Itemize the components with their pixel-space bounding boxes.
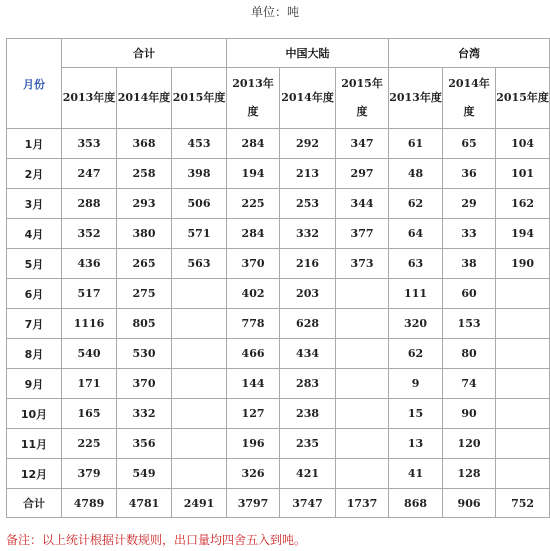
value-cell: 127	[227, 399, 280, 429]
row-label: 4月	[7, 219, 62, 249]
value-cell: 13	[389, 429, 443, 459]
value-cell	[496, 399, 550, 429]
value-cell: 293	[117, 189, 172, 219]
value-cell: 60	[443, 279, 496, 309]
value-cell: 344	[336, 189, 389, 219]
value-cell: 353	[62, 129, 117, 159]
value-cell: 265	[117, 249, 172, 279]
unit-label: 单位：吨	[250, 5, 299, 19]
value-cell: 292	[280, 129, 336, 159]
value-cell: 3747	[280, 489, 336, 518]
value-cell: 4781	[117, 489, 172, 518]
value-cell: 284	[227, 219, 280, 249]
value-cell: 171	[62, 369, 117, 399]
row-label: 6月	[7, 279, 62, 309]
value-cell: 2491	[172, 489, 227, 518]
value-cell	[172, 399, 227, 429]
value-cell: 203	[280, 279, 336, 309]
value-cell: 332	[117, 399, 172, 429]
value-cell	[496, 459, 550, 489]
row-label: 合计	[7, 489, 62, 518]
value-cell	[172, 309, 227, 339]
value-cell: 61	[389, 129, 443, 159]
value-cell: 162	[496, 189, 550, 219]
value-cell	[336, 309, 389, 339]
value-cell: 1116	[62, 309, 117, 339]
value-cell: 62	[389, 189, 443, 219]
value-cell: 352	[62, 219, 117, 249]
table-row	[7, 249, 550, 279]
value-cell: 38	[443, 249, 496, 279]
value-cell	[172, 429, 227, 459]
value-cell: 549	[117, 459, 172, 489]
value-cell: 247	[62, 159, 117, 189]
value-cell: 906	[443, 489, 496, 518]
row-label: 1月	[7, 129, 62, 159]
value-cell	[496, 309, 550, 339]
value-cell: 347	[336, 129, 389, 159]
value-cell: 144	[227, 369, 280, 399]
value-cell	[496, 369, 550, 399]
value-cell: 64	[389, 219, 443, 249]
value-cell	[172, 279, 227, 309]
value-cell: 563	[172, 249, 227, 279]
table-row	[7, 369, 550, 399]
value-cell: 297	[336, 159, 389, 189]
value-cell: 4789	[62, 489, 117, 518]
row-label: 5月	[7, 249, 62, 279]
value-cell: 128	[443, 459, 496, 489]
row-label: 11月	[7, 429, 62, 459]
table-row	[7, 189, 550, 219]
value-cell: 628	[280, 309, 336, 339]
value-cell: 805	[117, 309, 172, 339]
value-cell: 377	[336, 219, 389, 249]
value-cell: 320	[389, 309, 443, 339]
value-cell: 1737	[336, 489, 389, 518]
export-table	[6, 38, 550, 518]
value-cell: 868	[389, 489, 443, 518]
group-header-total: 合计	[62, 39, 227, 68]
footnote: 备注：以上统计根据计数规则，出口量均四舍五入到吨。	[6, 533, 307, 547]
value-cell: 506	[172, 189, 227, 219]
value-cell: 41	[389, 459, 443, 489]
value-cell: 74	[443, 369, 496, 399]
value-cell: 434	[280, 339, 336, 369]
value-cell: 288	[62, 189, 117, 219]
year-header: 2013年度	[389, 68, 443, 129]
value-cell: 216	[280, 249, 336, 279]
value-cell: 62	[389, 339, 443, 369]
value-cell	[496, 339, 550, 369]
value-cell	[336, 399, 389, 429]
value-cell: 120	[443, 429, 496, 459]
value-cell: 194	[227, 159, 280, 189]
table-row	[7, 219, 550, 249]
value-cell: 398	[172, 159, 227, 189]
row-label: 12月	[7, 459, 62, 489]
value-cell	[336, 339, 389, 369]
value-cell: 253	[280, 189, 336, 219]
value-cell: 238	[280, 399, 336, 429]
table-row	[7, 339, 550, 369]
value-cell: 778	[227, 309, 280, 339]
value-cell: 752	[496, 489, 550, 518]
value-cell: 36	[443, 159, 496, 189]
value-cell: 540	[62, 339, 117, 369]
value-cell: 29	[443, 189, 496, 219]
row-label: 9月	[7, 369, 62, 399]
year-header: 2014年度	[117, 68, 172, 129]
table-row	[7, 129, 550, 159]
value-cell: 284	[227, 129, 280, 159]
value-cell: 3797	[227, 489, 280, 518]
value-cell	[336, 369, 389, 399]
value-cell: 225	[62, 429, 117, 459]
value-cell: 15	[389, 399, 443, 429]
table-row	[7, 159, 550, 189]
value-cell: 436	[62, 249, 117, 279]
value-cell: 571	[172, 219, 227, 249]
value-cell	[336, 429, 389, 459]
value-cell: 370	[117, 369, 172, 399]
table-row	[7, 429, 550, 459]
value-cell	[172, 369, 227, 399]
value-cell	[496, 429, 550, 459]
value-cell: 111	[389, 279, 443, 309]
value-cell: 90	[443, 399, 496, 429]
table-row	[7, 309, 550, 339]
value-cell: 63	[389, 249, 443, 279]
row-label: 8月	[7, 339, 62, 369]
group-header-mainland: 中国大陆	[227, 39, 389, 68]
value-cell: 275	[117, 279, 172, 309]
year-header: 2013年度	[227, 68, 280, 129]
value-cell: 379	[62, 459, 117, 489]
year-header: 2014年度	[280, 68, 336, 129]
row-label: 10月	[7, 399, 62, 429]
month-header: 月份	[7, 39, 62, 129]
year-header: 2015年度	[336, 68, 389, 129]
value-cell: 530	[117, 339, 172, 369]
value-cell: 258	[117, 159, 172, 189]
value-cell: 9	[389, 369, 443, 399]
value-cell: 104	[496, 129, 550, 159]
value-cell: 517	[62, 279, 117, 309]
total-row	[7, 489, 550, 518]
value-cell: 373	[336, 249, 389, 279]
year-header: 2013年度	[62, 68, 117, 129]
value-cell: 326	[227, 459, 280, 489]
value-cell	[172, 459, 227, 489]
year-header: 2015年度	[496, 68, 550, 129]
value-cell	[172, 339, 227, 369]
value-cell	[496, 279, 550, 309]
value-cell: 33	[443, 219, 496, 249]
value-cell: 235	[280, 429, 336, 459]
value-cell: 80	[443, 339, 496, 369]
value-cell: 190	[496, 249, 550, 279]
year-header: 2015年度	[172, 68, 227, 129]
value-cell: 356	[117, 429, 172, 459]
value-cell: 153	[443, 309, 496, 339]
value-cell	[336, 279, 389, 309]
value-cell: 48	[389, 159, 443, 189]
value-cell: 370	[227, 249, 280, 279]
value-cell: 332	[280, 219, 336, 249]
table-row	[7, 279, 550, 309]
value-cell: 101	[496, 159, 550, 189]
year-header: 2014年度	[443, 68, 496, 129]
value-cell: 466	[227, 339, 280, 369]
value-cell: 213	[280, 159, 336, 189]
value-cell: 65	[443, 129, 496, 159]
value-cell: 165	[62, 399, 117, 429]
value-cell: 196	[227, 429, 280, 459]
value-cell: 368	[117, 129, 172, 159]
value-cell: 283	[280, 369, 336, 399]
row-label: 3月	[7, 189, 62, 219]
value-cell: 453	[172, 129, 227, 159]
value-cell: 194	[496, 219, 550, 249]
value-cell	[336, 459, 389, 489]
row-label: 7月	[7, 309, 62, 339]
value-cell: 225	[227, 189, 280, 219]
value-cell: 380	[117, 219, 172, 249]
table-row	[7, 399, 550, 429]
value-cell: 402	[227, 279, 280, 309]
value-cell: 421	[280, 459, 336, 489]
row-label: 2月	[7, 159, 62, 189]
group-header-taiwan: 台湾	[389, 39, 550, 68]
table-row	[7, 459, 550, 489]
